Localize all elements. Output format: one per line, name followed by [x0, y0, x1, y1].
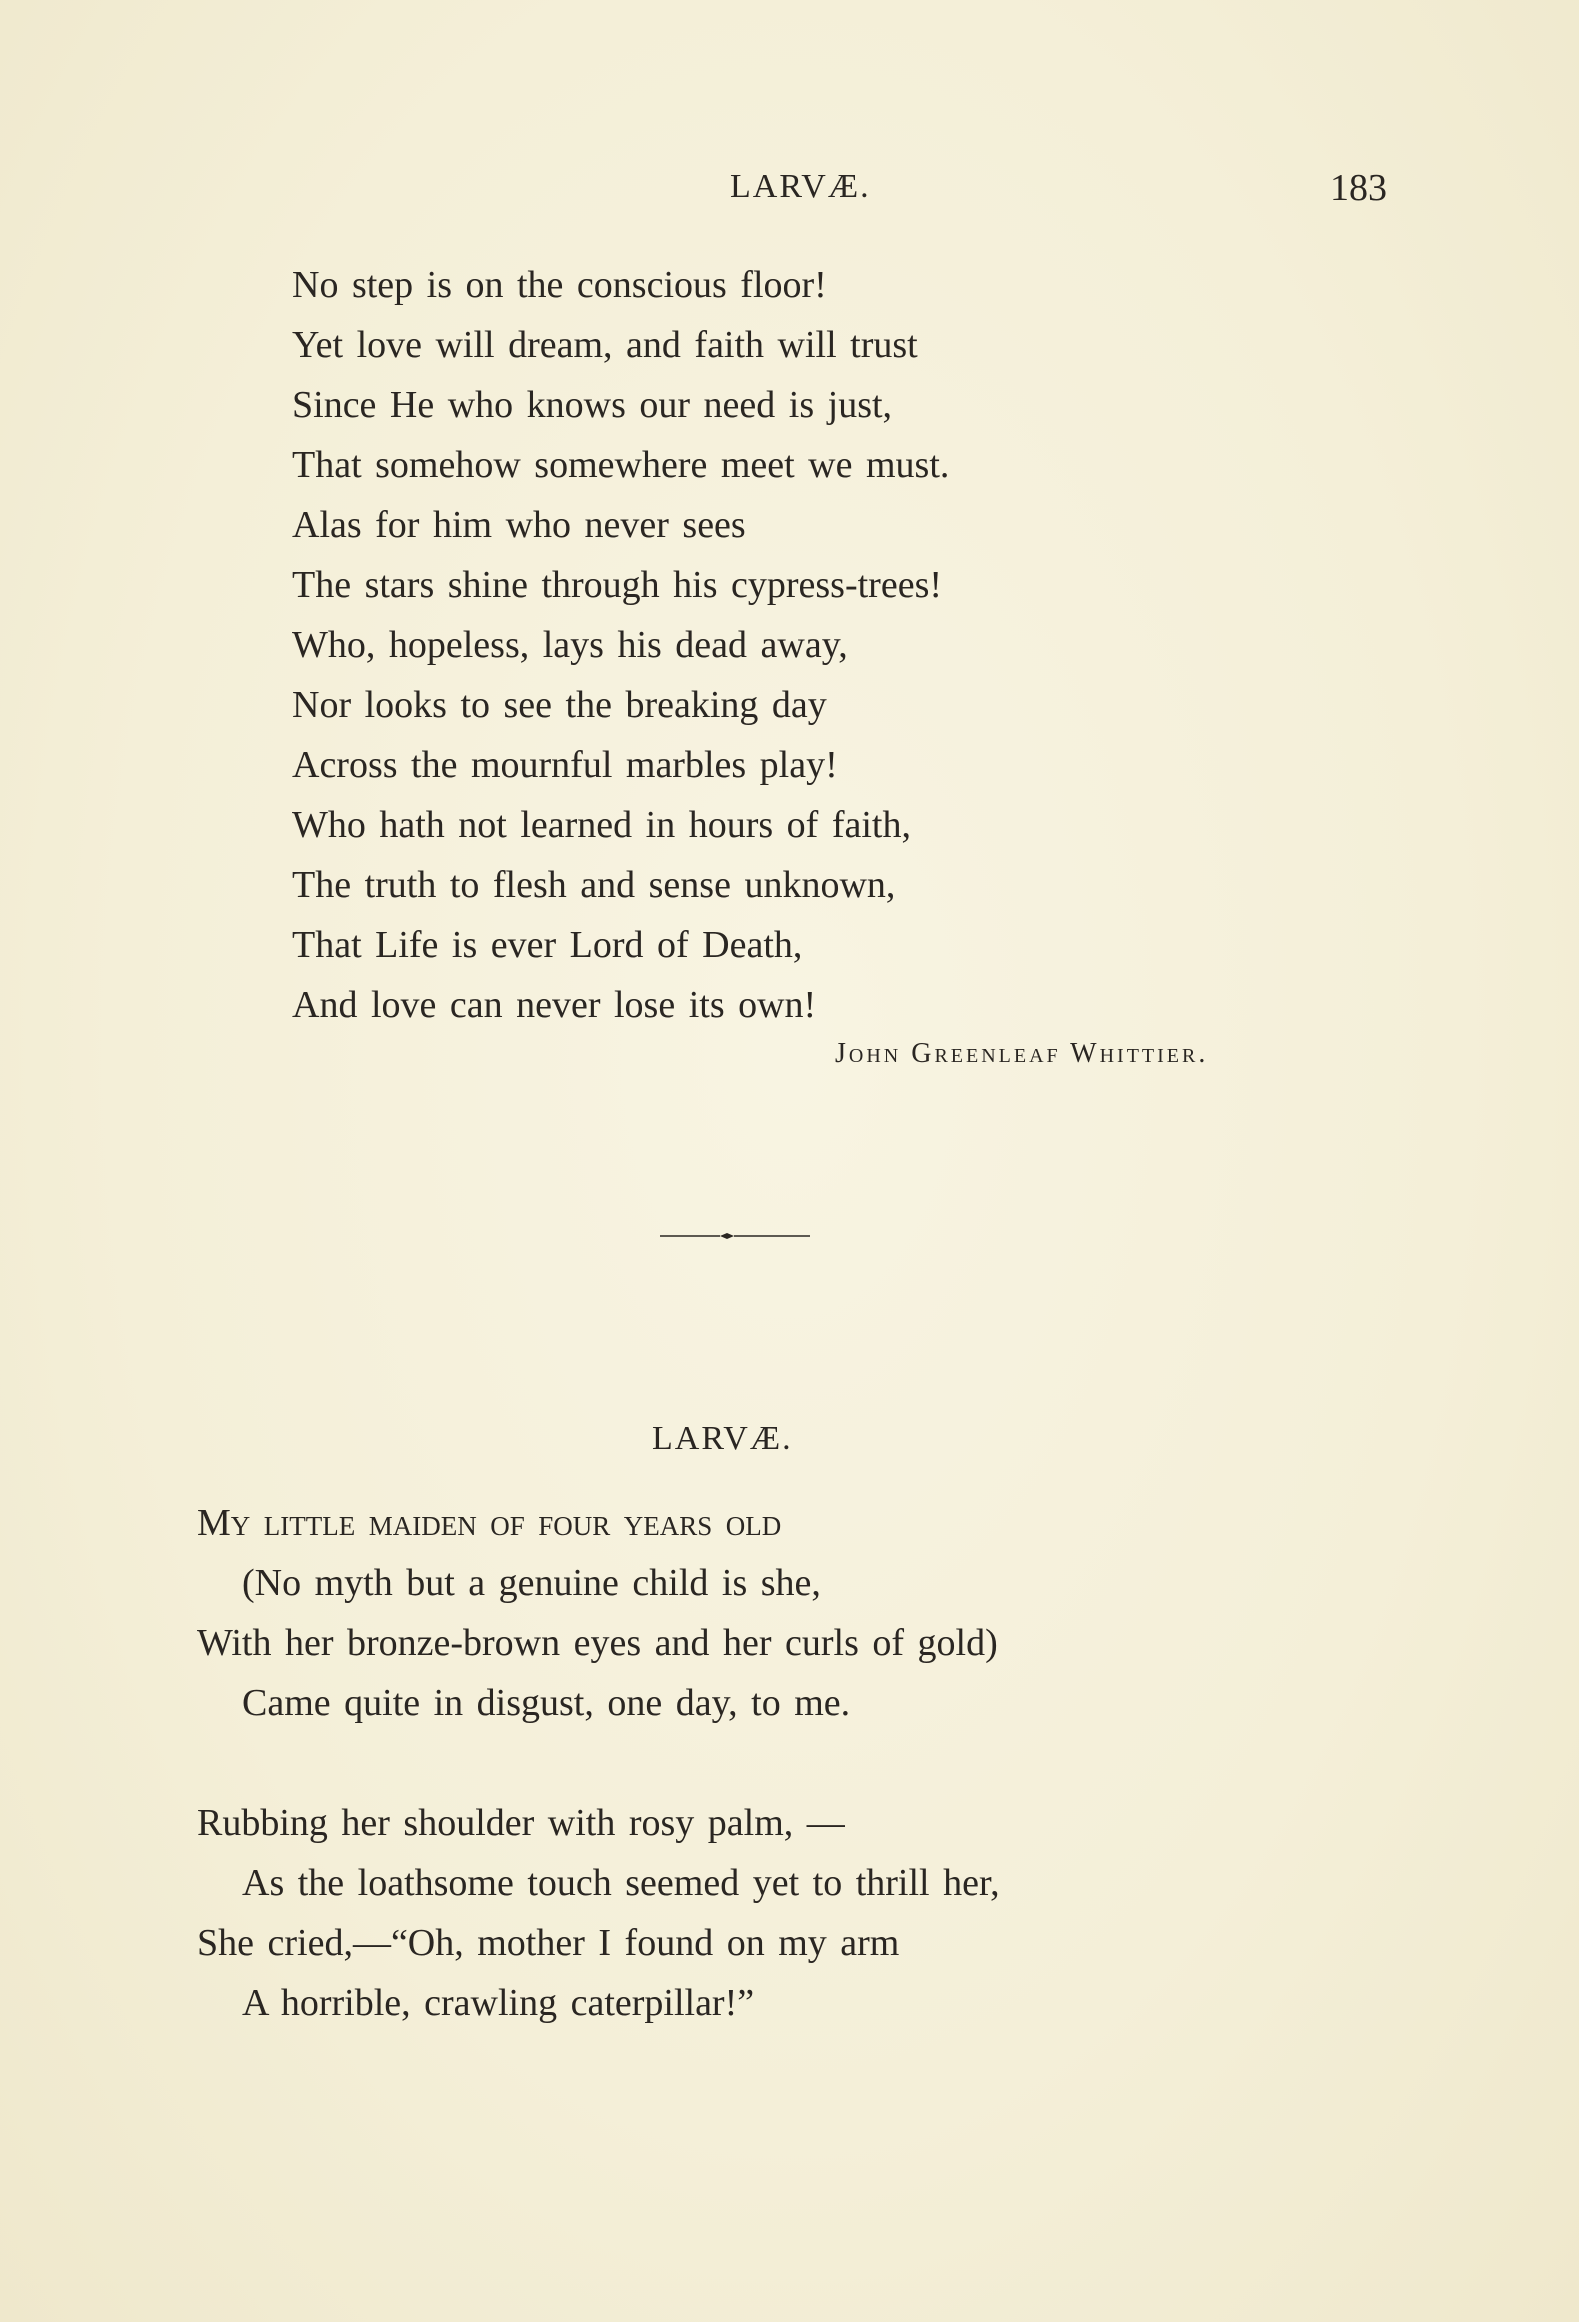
stanza-break — [197, 1733, 1397, 1793]
poem-line: Nor looks to see the breaking day — [292, 684, 827, 726]
poem-line: That somehow somewhere meet we must. — [292, 444, 950, 486]
poem-line: (No myth but a genuine child is she, — [242, 1562, 821, 1604]
second-poem — [197, 1493, 1397, 2033]
poem-line: A horrible, crawling caterpillar!” — [242, 1982, 755, 2024]
poem-line: Rubbing her shoulder with rosy palm, — — [197, 1802, 845, 1844]
poem-line: Since He who knows our need is just, — [292, 384, 893, 426]
poem-line: No step is on the conscious floor! — [292, 264, 827, 306]
poem-line: My little maiden of four years old — [197, 1502, 782, 1544]
poem-line: As the loathsome touch seemed yet to thrill her, — [242, 1862, 1000, 1904]
poem-title: LARVÆ. — [652, 1420, 793, 1457]
poem-line: That Life is ever Lord of Death, — [292, 924, 803, 966]
poem-line: Came quite in disgust, one day, to me. — [242, 1682, 851, 1724]
poem-line: Alas for him who never sees — [292, 504, 746, 546]
poem-line: With her bronze-brown eyes and her curls of gold) — [197, 1622, 998, 1664]
poem-line: She cried,—“Oh, mother I found on my arm — [197, 1922, 900, 1964]
poem-line: Who hath not learned in hours of faith, — [292, 804, 911, 846]
running-head — [0, 168, 1579, 208]
poem-line: The truth to flesh and sense unknown, — [292, 864, 896, 906]
running-title: LARVÆ. — [730, 168, 871, 205]
section-divider-ornament — [660, 1226, 810, 1246]
page-number: 183 — [1330, 167, 1387, 209]
first-poem-stanza — [292, 255, 1392, 1035]
poem-line: The stars shine through his cypress-trees! — [292, 564, 943, 606]
poem-line: Who, hopeless, lays his dead away, — [292, 624, 848, 666]
poem-line: Yet love will dream, and faith will trust — [292, 324, 918, 366]
poem-line: And love can never lose its own! — [292, 984, 817, 1026]
poem-line: Across the mournful marbles play! — [292, 744, 838, 786]
author-attribution: John Greenleaf Whittier. — [835, 1038, 1209, 1069]
